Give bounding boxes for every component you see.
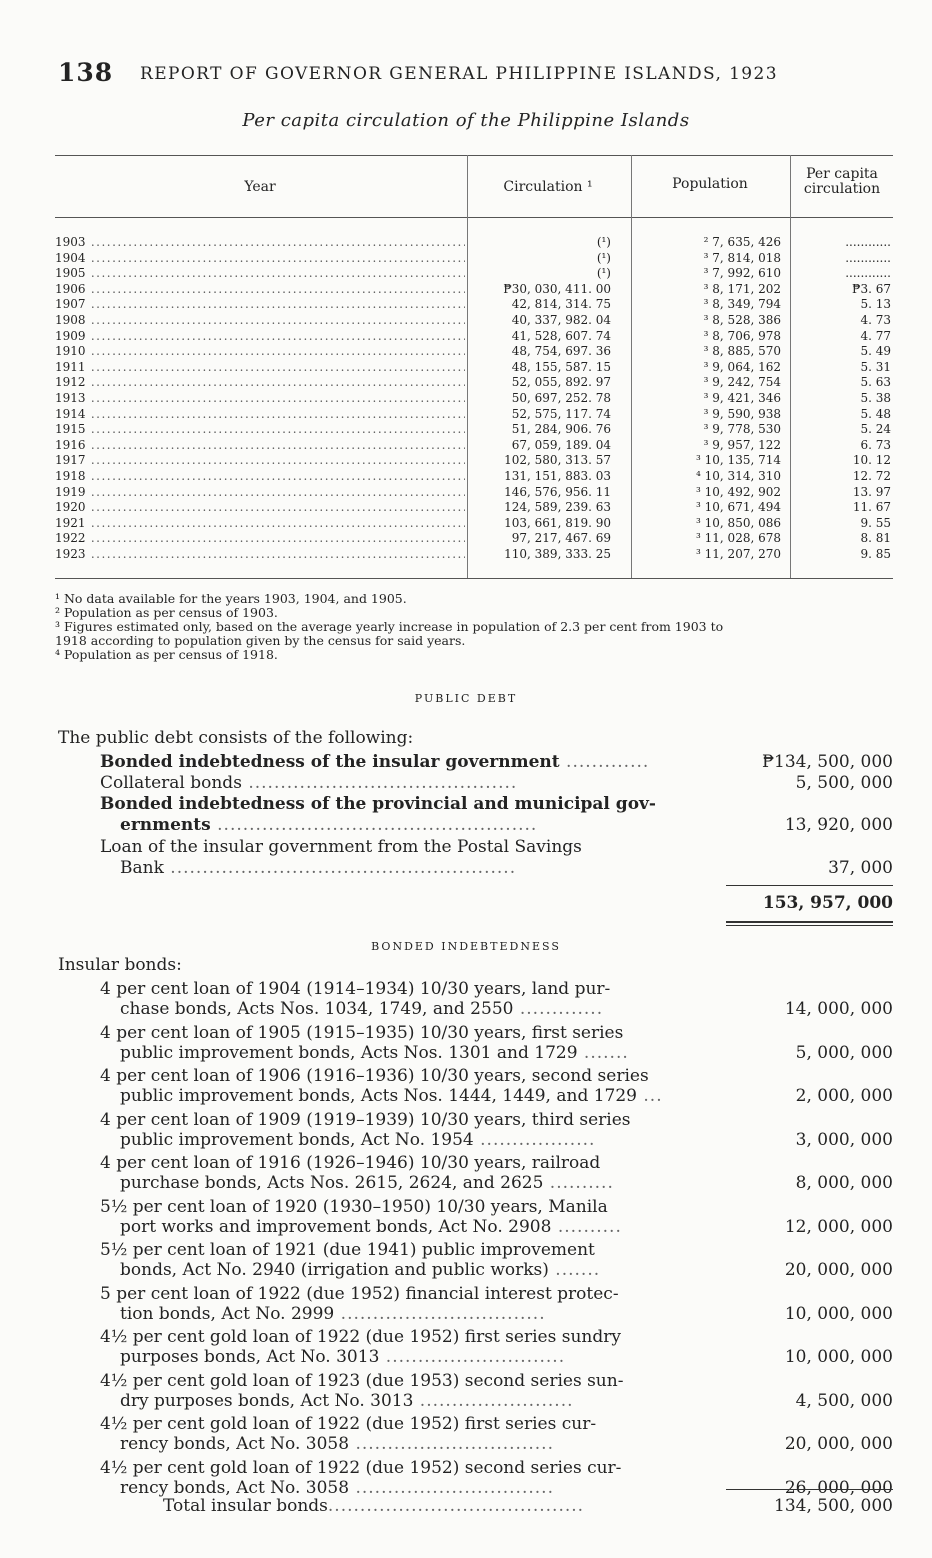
cell-population: ³ 7, 992, 610	[703, 266, 781, 281]
bond-item-amount: 12, 000, 000	[784, 1216, 893, 1237]
cell-population: ³ 8, 171, 202	[703, 281, 781, 296]
cell-year: 1923 .....	[55, 547, 465, 563]
header-per-capita	[791, 167, 893, 197]
cell-circulation: 48, 155, 587. 15	[511, 359, 611, 374]
cell-per-capita: ............	[845, 250, 891, 265]
cell-per-capita: 12. 72	[852, 468, 891, 483]
header-year: Year	[244, 179, 276, 195]
bond-item-amount: 20, 000, 000	[784, 1434, 893, 1454]
cell-population: ³ 8, 885, 570	[703, 344, 781, 359]
bond-item-amount: 4, 500, 000	[795, 1390, 893, 1411]
cell-per-capita: 4. 77	[860, 328, 891, 343]
header-per-capita-line1: Per capita	[806, 166, 878, 182]
cell-population: ³ 9, 590, 938	[703, 406, 781, 421]
public-debt-total: 153, 957, 000	[762, 893, 893, 913]
cell-population: ³ 10, 492, 902	[696, 484, 781, 499]
table-row	[55, 500, 893, 516]
bond-item-line1: 4 per cent loan of 1906 (1916–1936) 10/30 years, second series	[100, 1066, 649, 1086]
cell-circulation: 110, 389, 333. 25	[504, 546, 611, 561]
cell-circulation: 41, 528, 607. 74	[511, 328, 611, 343]
table-row	[55, 391, 893, 407]
cell-per-capita: 9. 55	[860, 515, 891, 530]
cell-population: ³ 9, 064, 162	[703, 359, 781, 374]
cell-circulation: 50, 697, 252. 78	[511, 390, 611, 405]
cell-year: 1910 .....	[55, 344, 465, 360]
section-heading-bonded-indebtedness: BONDED INDEBTEDNESS	[371, 940, 561, 953]
cell-circulation: 42, 814, 314. 75	[511, 297, 611, 312]
bond-item-amount: 8, 000, 000	[795, 1173, 893, 1193]
header-circulation: Circulation ¹	[503, 179, 593, 195]
cell-circulation: (¹)	[596, 235, 611, 249]
cell-population: ³ 11, 028, 678	[696, 531, 781, 546]
bond-item-line2: public improvement bonds, Acts Nos. 1301 and 1729 .......	[120, 1042, 629, 1063]
cell-year: 1907 .....	[55, 297, 465, 313]
bond-item-line2: public improvement bonds, Acts Nos. 1444, 1449, and 1729 ...	[120, 1086, 663, 1106]
cell-per-capita: 10. 12	[852, 453, 891, 468]
bond-item-line2: public improvement bonds, Act No. 1954 ..................	[120, 1129, 596, 1150]
cell-year: 1922 .....	[55, 531, 465, 547]
table-row	[55, 438, 893, 454]
bond-item-line2: purposes bonds, Act No. 3013 ............................	[120, 1347, 566, 1367]
cell-per-capita: 5. 24	[860, 422, 891, 437]
table-row	[55, 266, 893, 282]
running-title: REPORT OF GOVERNOR GENERAL PHILIPPINE ISLANDS, 1923	[140, 64, 778, 84]
bond-item-line1: 5 per cent loan of 1922 (due 1952) financial interest protec-	[100, 1283, 619, 1304]
cell-circulation: 40, 337, 982. 04	[511, 312, 611, 327]
cell-per-capita: 4. 73	[860, 312, 891, 327]
footnote: 1918 according to population given by the census for said years.	[55, 633, 466, 648]
bond-item-amount: 3, 000, 000	[795, 1129, 893, 1150]
cell-population: ³ 9, 421, 346	[703, 390, 781, 405]
bond-item-amount: 26, 000, 000	[784, 1477, 893, 1498]
bond-item-line1: 5½ per cent loan of 1921 (due 1941) public improvement	[100, 1240, 595, 1260]
cell-year: 1912 .....	[55, 375, 465, 391]
table-row	[55, 313, 893, 329]
cell-year: 1917 .....	[55, 453, 465, 469]
cell-circulation: 48, 754, 697. 36	[511, 344, 611, 359]
bond-item-line2: rency bonds, Act No. 3058 ...............................	[120, 1477, 554, 1498]
table-row	[55, 282, 893, 298]
bond-item-amount: 2, 000, 000	[795, 1086, 893, 1106]
table-bottom-rule	[55, 578, 893, 579]
bond-item-line2: chase bonds, Acts Nos. 1034, 1749, and 2550 .............	[120, 999, 604, 1019]
public-debt-item-amount: 37, 000	[828, 858, 893, 878]
cell-year: 1918 .....	[55, 469, 465, 485]
subtotal-rule	[726, 885, 893, 886]
public-debt-item-amount: 5, 500, 000	[795, 773, 893, 793]
cell-year: 1920 .....	[55, 500, 465, 516]
footnote: ¹ No data available for the years 1903, 1904, and 1905.	[55, 591, 407, 606]
table-row	[55, 422, 893, 438]
cell-per-capita: ₱3. 67	[851, 281, 891, 296]
bond-item-line2: dry purposes bonds, Act No. 3013 ........................	[120, 1390, 574, 1411]
public-debt-item-text: Bonded indebtedness of the insular government .............	[100, 752, 650, 772]
cell-per-capita: ............	[845, 266, 891, 281]
footnote: ² Population as per census of 1903.	[55, 605, 278, 620]
bond-item-line2: rency bonds, Act No. 3058 ...............................	[120, 1434, 554, 1454]
cell-per-capita: 5. 13	[860, 297, 891, 312]
public-debt-item-amount: 13, 920, 000	[784, 815, 893, 835]
cell-year: 1919 .....	[55, 485, 465, 501]
cell-year: 1913 .....	[55, 391, 465, 407]
cell-per-capita: 5. 48	[860, 406, 891, 421]
cell-circulation: (¹)	[596, 266, 611, 281]
cell-per-capita: 6. 73	[860, 437, 891, 452]
table-row	[55, 360, 893, 376]
cell-per-capita: ............	[845, 235, 891, 249]
table-row	[55, 344, 893, 360]
cell-per-capita: 11. 67	[852, 500, 891, 515]
cell-population: ³ 10, 135, 714	[696, 453, 781, 468]
page-number: 138	[58, 58, 114, 87]
cell-year: 1916 .....	[55, 438, 465, 454]
table-row	[55, 516, 893, 532]
cell-population: ³ 7, 814, 018	[703, 250, 781, 265]
table-title: Per capita circulation of the Philippine Islands	[242, 110, 690, 131]
bond-item-line1: 4 per cent loan of 1916 (1926–1946) 10/30 years, railroad	[100, 1153, 601, 1173]
total-rule	[726, 1489, 893, 1490]
bond-item-line1: 4½ per cent gold loan of 1923 (due 1953) second series sun-	[100, 1370, 624, 1391]
footnote: ⁴ Population as per census of 1918.	[55, 647, 278, 662]
bond-item-line2: bonds, Act No. 2940 (irrigation and public works) .......	[120, 1260, 601, 1280]
cell-circulation: 51, 284, 906. 76	[511, 422, 611, 437]
cell-population: ² 7, 635, 426	[703, 235, 781, 249]
bond-item-amount: 20, 000, 000	[784, 1260, 893, 1280]
table-row	[55, 375, 893, 391]
cell-per-capita: 5. 63	[860, 375, 891, 390]
cell-circulation: 103, 661, 819. 90	[504, 515, 611, 530]
bond-item-line1: 5½ per cent loan of 1920 (1930–1950) 10/30 years, Manila	[100, 1196, 608, 1217]
bond-item-line1: 4 per cent loan of 1905 (1915–1935) 10/30 years, first series	[100, 1022, 624, 1043]
cell-population: ³ 9, 957, 122	[703, 437, 781, 452]
cell-circulation: 146, 576, 956. 11	[504, 484, 611, 499]
cell-per-capita: 5. 38	[860, 390, 891, 405]
cell-year: 1911 .....	[55, 360, 465, 376]
public-debt-item-text: Bonded indebtedness of the provincial and municipal gov-	[100, 794, 656, 814]
table-row	[55, 485, 893, 501]
total-double-rule	[726, 921, 893, 923]
cell-population: ³ 9, 778, 530	[703, 422, 781, 437]
table-body	[55, 235, 893, 562]
cell-per-capita: 8. 81	[860, 531, 891, 546]
header-population: Population	[672, 176, 748, 192]
table-footnotes	[55, 592, 900, 662]
cell-per-capita: 9. 85	[860, 546, 891, 561]
cell-circulation: 131, 151, 883. 03	[504, 468, 611, 483]
section-heading-public-debt: PUBLIC DEBT	[414, 692, 518, 705]
footnote: ³ Figures estimated only, based on the average yearly increase in population of 2.3 per cent from 1903 to	[55, 619, 724, 634]
total-insular-bonds-amount: 134, 500, 000	[774, 1496, 893, 1516]
table-row	[55, 297, 893, 313]
total-double-rule	[726, 925, 893, 926]
cell-circulation: 67, 059, 189. 04	[511, 437, 611, 452]
bond-item-line1: 4 per cent loan of 1909 (1919–1939) 10/30 years, third series	[100, 1109, 631, 1130]
public-debt-item-text: Collateral bonds ..........................................	[100, 773, 518, 793]
bond-item-line2: purchase bonds, Acts Nos. 2615, 2624, and 2625 ..........	[120, 1173, 614, 1193]
public-debt-intro: The public debt consists of the following:	[58, 728, 414, 748]
bond-item-line1: 4½ per cent gold loan of 1922 (due 1952) first series sundry	[100, 1327, 621, 1347]
table-row	[55, 469, 893, 485]
cell-year: 1908 .....	[55, 313, 465, 329]
cell-population: ³ 10, 671, 494	[696, 500, 781, 515]
cell-year: 1905 .....	[55, 266, 465, 282]
cell-population: ³ 9, 242, 754	[703, 375, 781, 390]
table-row	[55, 453, 893, 469]
cell-year: 1915 .....	[55, 422, 465, 438]
cell-year: 1909 .....	[55, 329, 465, 345]
cell-circulation: 52, 575, 117. 74	[511, 406, 611, 421]
cell-population: ³ 8, 528, 386	[703, 312, 781, 327]
cell-population: ³ 8, 706, 978	[703, 328, 781, 343]
bond-item-amount: 10, 000, 000	[784, 1303, 893, 1324]
table-top-rule	[55, 155, 893, 156]
bond-item-amount: 14, 000, 000	[784, 999, 893, 1019]
table-row	[55, 407, 893, 423]
public-debt-item-text: Loan of the insular government from the Postal Savings	[100, 837, 582, 857]
public-debt-item-amount: ₱134, 500, 000	[762, 752, 893, 772]
table-row	[55, 531, 893, 547]
cell-circulation: 124, 589, 239. 63	[504, 500, 611, 515]
cell-population: ³ 10, 850, 086	[696, 515, 781, 530]
cell-year: 1906 .....	[55, 282, 465, 298]
cell-year: 1921 .....	[55, 516, 465, 532]
total-insular-bonds-label: Total insular bonds........................................	[163, 1496, 585, 1516]
header-per-capita-line2: circulation	[803, 181, 881, 197]
table-row	[55, 251, 893, 267]
bond-item-line1: 4 per cent loan of 1904 (1914–1934) 10/30 years, land pur-	[100, 979, 611, 999]
cell-year: 1904 .....	[55, 251, 465, 267]
cell-circulation: (¹)	[596, 250, 611, 265]
cell-per-capita: 5. 31	[860, 359, 891, 374]
cell-population: ³ 11, 207, 270	[696, 546, 781, 561]
public-debt-item-text: ernments ..................................................	[120, 815, 538, 835]
cell-per-capita: 13. 97	[852, 484, 891, 499]
bond-item-line2: tion bonds, Act No. 2999 ................................	[120, 1303, 546, 1324]
bond-item-amount: 5, 000, 000	[795, 1042, 893, 1063]
table-row	[55, 329, 893, 345]
page-header	[58, 58, 888, 90]
bond-item-line1: 4½ per cent gold loan of 1922 (due 1952) first series cur-	[100, 1414, 597, 1434]
table-row	[55, 235, 893, 251]
cell-population: ³ 8, 349, 794	[703, 297, 781, 312]
cell-year: 1914 .....	[55, 407, 465, 423]
bond-item-amount: 10, 000, 000	[784, 1347, 893, 1367]
per-capita-table	[55, 155, 893, 580]
cell-circulation: 52, 055, 892. 97	[511, 375, 611, 390]
cell-year: 1903 .....	[55, 235, 465, 251]
cell-circulation: ₱30, 030, 411. 00	[503, 281, 611, 296]
insular-bonds-heading: Insular bonds:	[58, 955, 182, 975]
public-debt-item-text: Bank ......................................................	[120, 858, 517, 878]
table-row	[55, 547, 893, 563]
cell-population: ⁴ 10, 314, 310	[696, 468, 781, 483]
cell-circulation: 97, 217, 467. 69	[511, 531, 611, 546]
table-header-rule	[55, 217, 893, 218]
bond-item-line1: 4½ per cent gold loan of 1922 (due 1952) second series cur-	[100, 1457, 622, 1478]
cell-per-capita: 5. 49	[860, 344, 891, 359]
cell-circulation: 102, 580, 313. 57	[504, 453, 611, 468]
bond-item-line2: port works and improvement bonds, Act No. 2908 ..........	[120, 1216, 622, 1237]
